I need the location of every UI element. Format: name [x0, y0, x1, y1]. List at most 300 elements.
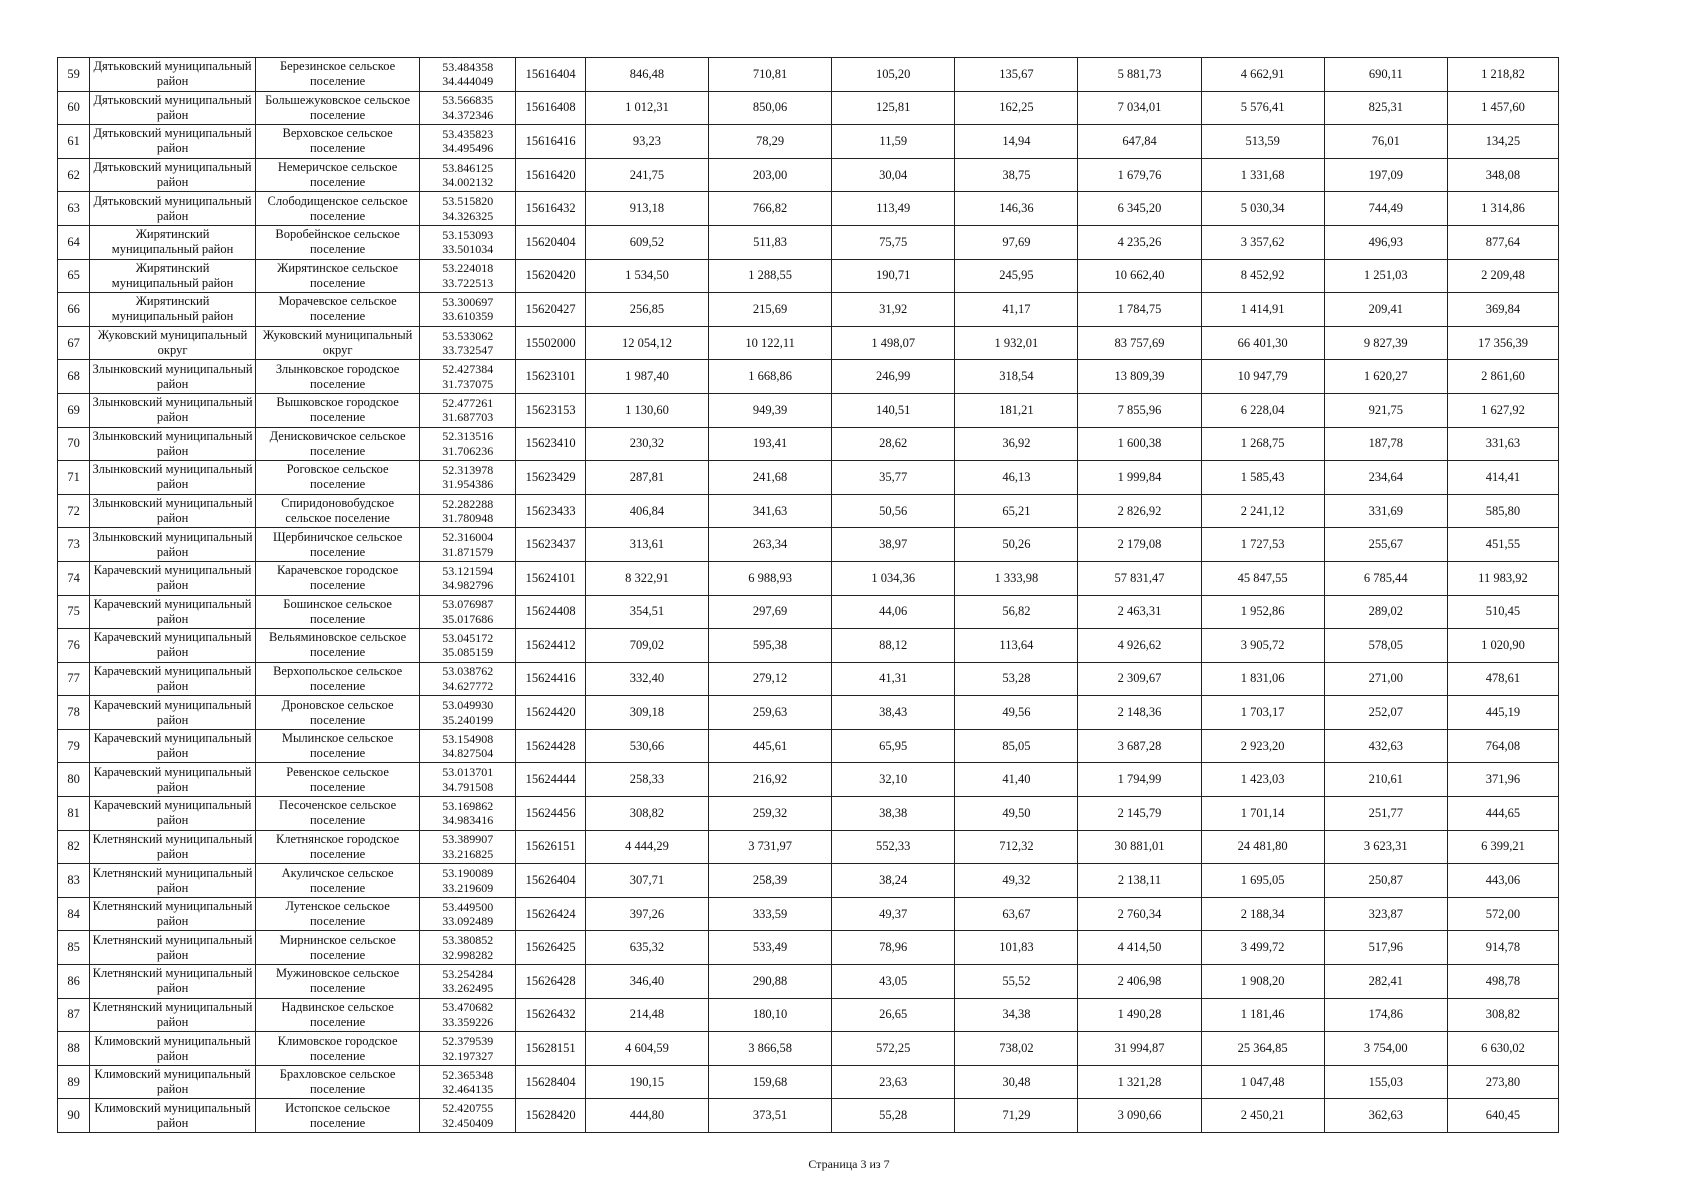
value-3-cell — [832, 662, 955, 696]
district-name: Климовский муниципальный район — [94, 1067, 251, 1097]
value-7-cell — [1324, 326, 1447, 360]
settlement-name: Щербиничское сельское поселение — [272, 529, 403, 559]
row-number-cell — [58, 225, 90, 259]
value-5: 6 345,20 — [1117, 201, 1162, 216]
value-8: 1 627,92 — [1481, 402, 1525, 417]
value-7-cell — [1324, 696, 1447, 730]
value-5: 57 831,47 — [1114, 570, 1165, 585]
value-6: 1 047,48 — [1240, 1074, 1285, 1089]
value-4: 712,32 — [999, 839, 1034, 854]
value-7-cell — [1324, 125, 1447, 159]
row-number: 90 — [67, 1108, 80, 1123]
value-5: 7 855,96 — [1117, 402, 1162, 417]
value-7: 744,49 — [1368, 201, 1403, 216]
value-5: 3 687,28 — [1117, 738, 1162, 753]
value-2-cell — [709, 561, 832, 595]
table-row — [58, 729, 1559, 763]
value-7: 921,75 — [1368, 402, 1403, 417]
value-4: 63,67 — [1002, 906, 1031, 921]
value-2-cell — [709, 427, 832, 461]
settlement-cell — [255, 1065, 420, 1099]
value-1-cell — [585, 729, 708, 763]
table-row — [58, 696, 1559, 730]
value-1: 530,66 — [629, 738, 665, 753]
value-5-cell — [1078, 461, 1201, 495]
value-3-cell — [832, 931, 955, 965]
value-6: 1 423,03 — [1240, 772, 1285, 787]
value-4: 318,54 — [999, 369, 1034, 384]
value-3-cell — [832, 427, 955, 461]
value-3-cell — [832, 729, 955, 763]
value-1-cell — [585, 797, 708, 831]
value-5-cell — [1078, 864, 1201, 898]
value-2: 216,92 — [752, 772, 788, 787]
value-4-cell — [955, 763, 1078, 797]
value-8: 134,25 — [1485, 133, 1521, 148]
district-name: Климовский муниципальный район — [94, 1033, 251, 1063]
value-5: 1 600,38 — [1117, 436, 1162, 451]
value-6-cell — [1201, 158, 1324, 192]
value-4: 14,94 — [1002, 133, 1031, 148]
value-6-cell — [1201, 58, 1324, 92]
oktmo: 15624456 — [525, 805, 576, 820]
settlement-name: Надвинское сельское поселение — [281, 999, 394, 1029]
value-3-cell — [832, 58, 955, 92]
value-4: 46,13 — [1002, 469, 1031, 484]
row-number: 86 — [67, 973, 80, 988]
settlement-cell — [255, 595, 420, 629]
settlement-cell — [255, 561, 420, 595]
value-4: 53,28 — [1002, 671, 1031, 686]
row-number: 73 — [67, 537, 80, 552]
coordinates-cell — [420, 998, 516, 1032]
value-7: 323,87 — [1368, 906, 1403, 921]
value-7: 9 827,39 — [1363, 335, 1408, 350]
value-3: 31,92 — [879, 301, 908, 316]
oktmo: 15616404 — [525, 66, 576, 81]
latitude: 53.121594 — [442, 563, 494, 578]
value-6: 1 695,05 — [1240, 873, 1285, 888]
oktmo-cell — [516, 763, 586, 797]
value-6: 24 481,80 — [1237, 839, 1288, 854]
value-3-cell — [832, 696, 955, 730]
value-4-cell — [955, 427, 1078, 461]
value-1: 308,82 — [629, 805, 665, 820]
settlement-name: Мирнинское сельское поселение — [279, 932, 396, 962]
settlement-cell — [255, 797, 420, 831]
value-2-cell — [709, 998, 832, 1032]
value-6-cell — [1201, 293, 1324, 327]
district-cell — [90, 763, 256, 797]
value-6-cell — [1201, 729, 1324, 763]
value-1: 309,18 — [629, 705, 665, 720]
district-name: Клетнянский муниципальный район — [92, 999, 253, 1029]
oktmo-cell — [516, 595, 586, 629]
value-3-cell — [832, 259, 955, 293]
value-1-cell — [585, 427, 708, 461]
latitude: 53.154908 — [442, 731, 494, 746]
settlement-name: Спиридоновобудское сельское поселение — [281, 496, 395, 526]
value-2-cell — [709, 729, 832, 763]
value-5: 2 406,98 — [1117, 973, 1162, 988]
row-number-cell — [58, 393, 90, 427]
settlement-cell — [255, 192, 420, 226]
value-7-cell — [1324, 58, 1447, 92]
district-cell — [90, 58, 256, 92]
value-2: 263,34 — [752, 537, 788, 552]
value-2-cell — [709, 125, 832, 159]
settlement-cell — [255, 864, 420, 898]
value-4-cell — [955, 629, 1078, 663]
coordinates-cell — [420, 192, 516, 226]
value-5-cell — [1078, 158, 1201, 192]
value-8-cell — [1447, 528, 1558, 562]
oktmo-cell — [516, 1099, 586, 1133]
value-2: 533,49 — [752, 940, 788, 955]
value-2: 259,63 — [752, 705, 788, 720]
value-8: 478,61 — [1485, 671, 1521, 686]
value-8-cell — [1447, 696, 1558, 730]
oktmo-cell — [516, 158, 586, 192]
latitude: 52.282288 — [442, 496, 494, 511]
value-6: 2 923,20 — [1240, 738, 1285, 753]
row-number: 80 — [67, 772, 80, 787]
row-number: 84 — [67, 906, 80, 921]
row-number-cell — [58, 91, 90, 125]
row-number: 78 — [67, 705, 80, 720]
value-3: 113,49 — [876, 201, 911, 216]
value-8-cell — [1447, 58, 1558, 92]
row-number-cell — [58, 461, 90, 495]
value-7-cell — [1324, 864, 1447, 898]
longitude: 34.495496 — [442, 141, 494, 156]
value-5: 2 145,79 — [1117, 805, 1162, 820]
row-number: 69 — [67, 402, 80, 417]
value-4-cell — [955, 393, 1078, 427]
settlement-cell — [255, 494, 420, 528]
value-5: 647,84 — [1122, 133, 1157, 148]
value-5-cell — [1078, 1065, 1201, 1099]
latitude: 53.169862 — [442, 798, 494, 813]
oktmo-cell — [516, 427, 586, 461]
row-number: 77 — [67, 671, 80, 686]
value-8-cell — [1447, 259, 1558, 293]
value-5-cell — [1078, 91, 1201, 125]
latitude: 53.013701 — [442, 765, 494, 780]
value-6-cell — [1201, 225, 1324, 259]
coordinates-cell — [420, 58, 516, 92]
value-6-cell — [1201, 662, 1324, 696]
settlement-name: Дроновское сельское поселение — [281, 697, 394, 727]
settlement-name: Акуличское сельское поселение — [281, 865, 394, 895]
oktmo: 15623429 — [525, 469, 576, 484]
oktmo: 15628151 — [525, 1041, 576, 1056]
value-3: 75,75 — [879, 234, 908, 249]
longitude: 34.372346 — [442, 107, 494, 122]
value-1: 4 444,29 — [625, 839, 669, 854]
oktmo-cell — [516, 461, 586, 495]
value-6: 1 952,86 — [1240, 604, 1285, 619]
latitude: 53.846125 — [442, 160, 494, 175]
value-1: 1 130,60 — [625, 402, 669, 417]
value-6-cell — [1201, 192, 1324, 226]
value-1-cell — [585, 629, 708, 663]
settlement-name: Мылинское сельское поселение — [281, 731, 394, 761]
oktmo: 15623410 — [525, 436, 576, 451]
oktmo: 15623101 — [525, 369, 576, 384]
settlement-cell — [255, 393, 420, 427]
row-number: 59 — [67, 66, 80, 81]
district-name: Дятьковский муниципальный район — [93, 126, 252, 156]
table-row — [58, 595, 1559, 629]
value-2-cell — [709, 91, 832, 125]
district-name: Карачевский муниципальный район — [93, 764, 252, 794]
value-3: 552,33 — [876, 839, 911, 854]
value-1: 444,80 — [629, 1108, 665, 1123]
value-6-cell — [1201, 259, 1324, 293]
settlement-name: Верхопольское сельское поселение — [273, 663, 403, 693]
value-7: 496,93 — [1368, 234, 1403, 249]
page-number: Страница 3 из 7 — [808, 1157, 890, 1171]
value-1-cell — [585, 326, 708, 360]
oktmo-cell — [516, 326, 586, 360]
table-row — [58, 427, 1559, 461]
value-7: 155,03 — [1368, 1074, 1403, 1089]
value-4-cell — [955, 696, 1078, 730]
longitude: 33.262495 — [442, 981, 494, 996]
value-6: 5 576,41 — [1240, 100, 1285, 115]
value-6-cell — [1201, 998, 1324, 1032]
value-7-cell — [1324, 393, 1447, 427]
value-2-cell — [709, 293, 832, 327]
value-6-cell — [1201, 965, 1324, 999]
value-1: 406,84 — [629, 503, 665, 518]
value-8: 331,63 — [1485, 436, 1521, 451]
latitude: 53.515820 — [442, 194, 494, 209]
latitude: 52.420755 — [442, 1101, 494, 1116]
value-8: 640,45 — [1485, 1108, 1521, 1123]
value-3: 44,06 — [879, 604, 908, 619]
value-6-cell — [1201, 830, 1324, 864]
value-4: 55,52 — [1002, 973, 1031, 988]
value-3-cell — [832, 763, 955, 797]
latitude: 53.380852 — [442, 933, 494, 948]
district-cell — [90, 998, 256, 1032]
value-6-cell — [1201, 931, 1324, 965]
value-2: 595,38 — [752, 637, 788, 652]
latitude: 53.038762 — [442, 664, 494, 679]
value-5: 2 826,92 — [1117, 503, 1162, 518]
oktmo: 15624101 — [525, 570, 576, 585]
value-3-cell — [832, 830, 955, 864]
value-2-cell — [709, 864, 832, 898]
oktmo-cell — [516, 91, 586, 125]
value-5: 1 999,84 — [1117, 469, 1162, 484]
value-2-cell — [709, 494, 832, 528]
value-5-cell — [1078, 125, 1201, 159]
value-1: 258,33 — [629, 772, 665, 787]
value-3: 125,81 — [876, 100, 911, 115]
row-number: 89 — [67, 1074, 80, 1089]
value-3: 38,97 — [879, 537, 908, 552]
value-6: 10 947,79 — [1237, 369, 1288, 384]
value-7-cell — [1324, 259, 1447, 293]
value-3: 1 034,36 — [871, 570, 916, 585]
value-4-cell — [955, 729, 1078, 763]
latitude: 53.435823 — [442, 126, 494, 141]
district-name: Злынковский муниципальный район — [92, 496, 253, 526]
value-7-cell — [1324, 662, 1447, 696]
value-5-cell — [1078, 259, 1201, 293]
value-3: 43,05 — [879, 973, 908, 988]
coordinates-cell — [420, 158, 516, 192]
coordinates-cell — [420, 494, 516, 528]
value-4-cell — [955, 192, 1078, 226]
value-2-cell — [709, 259, 832, 293]
value-4: 1 333,98 — [994, 570, 1039, 585]
oktmo: 15616416 — [525, 133, 576, 148]
settlement-cell — [255, 965, 420, 999]
value-7: 250,87 — [1368, 873, 1403, 888]
value-4: 71,29 — [1002, 1108, 1031, 1123]
value-3-cell — [832, 326, 955, 360]
coordinates-cell — [420, 293, 516, 327]
value-6-cell — [1201, 528, 1324, 562]
row-number-cell — [58, 830, 90, 864]
value-1-cell — [585, 897, 708, 931]
coordinates-cell — [420, 763, 516, 797]
value-5-cell — [1078, 797, 1201, 831]
row-number: 81 — [67, 805, 80, 820]
value-8-cell — [1447, 225, 1558, 259]
latitude: 53.389907 — [442, 832, 494, 847]
district-cell — [90, 158, 256, 192]
value-1-cell — [585, 158, 708, 192]
value-3: 55,28 — [879, 1108, 908, 1123]
value-5-cell — [1078, 729, 1201, 763]
value-1: 397,26 — [629, 906, 665, 921]
row-number-cell — [58, 427, 90, 461]
district-cell — [90, 427, 256, 461]
latitude: 52.379539 — [442, 1034, 494, 1049]
value-7-cell — [1324, 998, 1447, 1032]
settlement-name: Вышковское городское поселение — [276, 395, 399, 425]
table-row — [58, 561, 1559, 595]
value-4: 181,21 — [999, 402, 1034, 417]
value-7-cell — [1324, 461, 1447, 495]
district-name: Злынковский муниципальный район — [92, 395, 253, 425]
value-1-cell — [585, 830, 708, 864]
row-number: 83 — [67, 873, 80, 888]
value-8: 273,80 — [1485, 1074, 1521, 1089]
value-8-cell — [1447, 729, 1558, 763]
value-4-cell — [955, 1032, 1078, 1066]
row-number: 68 — [67, 369, 80, 384]
settlement-cell — [255, 360, 420, 394]
value-8-cell — [1447, 192, 1558, 226]
value-8: 585,80 — [1485, 503, 1521, 518]
district-cell — [90, 897, 256, 931]
value-8-cell — [1447, 1099, 1558, 1133]
settlement-name: Морачевское сельское поселение — [278, 294, 397, 324]
value-5: 5 881,73 — [1117, 66, 1162, 81]
table-row — [58, 1065, 1559, 1099]
settlement-name: Лутенское сельское поселение — [285, 899, 390, 929]
longitude: 33.216825 — [442, 846, 494, 861]
value-8-cell — [1447, 662, 1558, 696]
value-6: 2 188,34 — [1240, 906, 1285, 921]
value-8-cell — [1447, 629, 1558, 663]
row-number-cell — [58, 58, 90, 92]
value-8-cell — [1447, 830, 1558, 864]
value-7-cell — [1324, 360, 1447, 394]
value-2: 1 288,55 — [748, 268, 792, 283]
oktmo: 15616408 — [525, 100, 576, 115]
row-number: 87 — [67, 1007, 80, 1022]
value-2-cell — [709, 629, 832, 663]
longitude: 35.017686 — [442, 611, 494, 626]
value-2-cell — [709, 158, 832, 192]
row-number: 62 — [67, 167, 80, 182]
value-8: 11 983,92 — [1478, 570, 1528, 585]
table-row — [58, 897, 1559, 931]
value-4: 85,05 — [1002, 738, 1031, 753]
value-8: 414,41 — [1485, 469, 1521, 484]
oktmo: 15624428 — [525, 738, 576, 753]
value-3: 140,51 — [876, 402, 911, 417]
value-7: 255,67 — [1368, 537, 1403, 552]
value-8-cell — [1447, 998, 1558, 1032]
value-7: 282,41 — [1368, 973, 1403, 988]
value-5-cell — [1078, 360, 1201, 394]
oktmo-cell — [516, 58, 586, 92]
value-7: 6 785,44 — [1363, 570, 1408, 585]
value-6: 1 331,68 — [1240, 167, 1285, 182]
value-4-cell — [955, 830, 1078, 864]
value-3-cell — [832, 158, 955, 192]
row-number-cell — [58, 259, 90, 293]
settlement-name: Денисковичское сельское поселение — [269, 428, 406, 458]
value-6-cell — [1201, 360, 1324, 394]
value-4-cell — [955, 91, 1078, 125]
oktmo-cell — [516, 293, 586, 327]
settlement-cell — [255, 528, 420, 562]
latitude: 53.470682 — [442, 1000, 494, 1015]
value-8: 348,08 — [1485, 167, 1521, 182]
value-8: 914,78 — [1485, 940, 1521, 955]
row-number-cell — [58, 158, 90, 192]
value-4: 135,67 — [999, 66, 1034, 81]
oktmo-cell — [516, 729, 586, 763]
value-7-cell — [1324, 1099, 1447, 1133]
value-4-cell — [955, 931, 1078, 965]
value-2-cell — [709, 360, 832, 394]
oktmo: 15628404 — [525, 1074, 576, 1089]
value-7: 362,63 — [1368, 1108, 1403, 1123]
longitude: 33.732547 — [442, 343, 494, 358]
value-5-cell — [1078, 897, 1201, 931]
settlement-name: Жуковский муниципальный округ — [262, 328, 413, 358]
value-3-cell — [832, 91, 955, 125]
value-8-cell — [1447, 931, 1558, 965]
value-6-cell — [1201, 393, 1324, 427]
value-4-cell — [955, 259, 1078, 293]
district-name: Клетнянский муниципальный район — [92, 899, 253, 929]
settlement-name: Карачевское городское поселение — [276, 563, 399, 593]
latitude: 53.224018 — [442, 261, 494, 276]
value-8: 1 218,82 — [1481, 66, 1525, 81]
longitude: 33.219609 — [442, 880, 494, 895]
